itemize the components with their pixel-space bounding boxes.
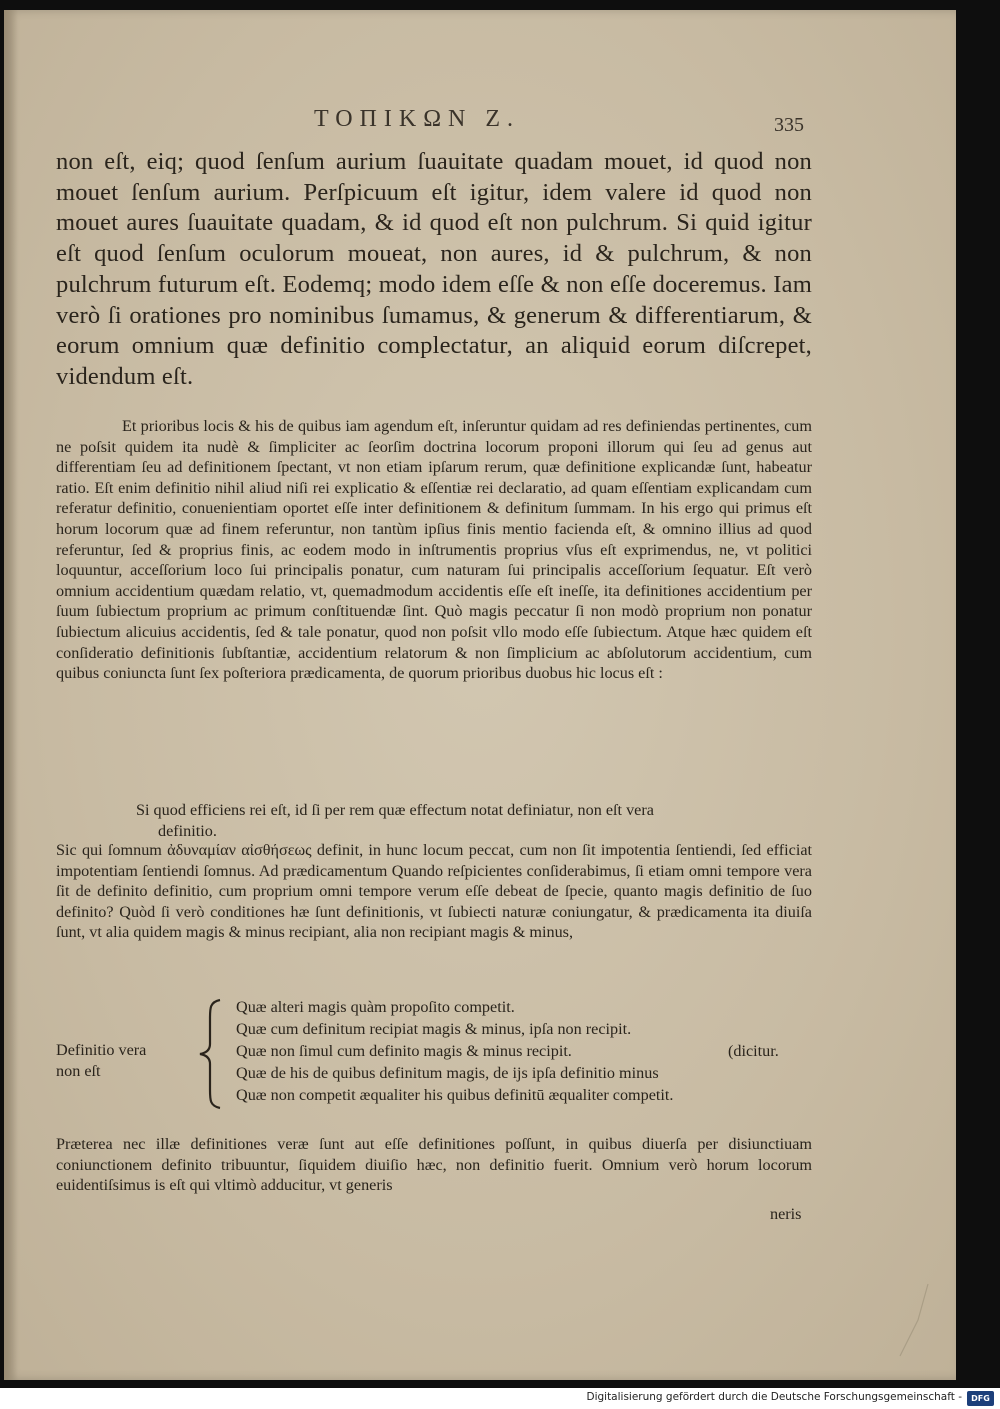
scheme-label-line-1: Definitio vera	[56, 1041, 147, 1059]
paper-crease-mark	[878, 1280, 938, 1360]
lead-paragraph	[56, 147, 812, 393]
curly-brace-icon	[196, 998, 226, 1110]
commentary-paragraph-3	[56, 1134, 812, 1196]
page-gutter	[4, 10, 18, 1380]
scheme-item	[236, 1040, 812, 1062]
dfg-logo: DFG	[967, 1391, 994, 1406]
commentary-paragraph-2	[56, 840, 812, 943]
funding-text: Digitalisierung gefördert durch die Deutsche Forschungsgemeinschaft -	[586, 1391, 962, 1403]
commentary-paragraph-1	[56, 416, 812, 684]
book-page	[4, 10, 956, 1380]
scheme-item: Quæ de his de quibus definitum magis, de ijs ipſa definitio minus	[236, 1064, 659, 1082]
rule-line-1: Si quod efficiens rei eſt, id ſi per rem quæ effectum notat definiatur, non eſt vera	[136, 801, 654, 819]
lead-text: non eſt, eiq; quod ſenſum aurium ſuauitate quadam mouet, id quod non mouet ſenſum aurium. Perſpicuum eſt igitur, idem valere id quod non mouet aures ſuauitate quadam, & id quod eſt non pulchrum. Si quid igitur eſt quod ſenſum oculorum moueat, non aures, id & pulchrum, & non pulchrum futurum eſt. Eodemq; modo idem eſſe & non eſſe doceremus. Iam verò ſi orationes pro nominibus ſumamus, & generum & differentiarum, & eorum omnium quæ definitio complectatur, an aliquid eorum diſcrepet, videndum eſt.	[56, 148, 812, 390]
commentary-text-1: Et prioribus locis & his de quibus iam agendum eſt, inſeruntur quidam ad res definiendas pertinentes, cum ne poſsit quidem ita nudè & ſimpliciter ac ſeorſim doctrina locorum proponi illorum qui ſeu ad genus aut differentiam ſeu ad definitionem ſpectant, vt non etiam ipſarum rerum, quæ definitione explicandæ ſunt, habeatur ratio. Eſt enim definitio nihil aliud niſi rei explicatio & eſſentiæ rei declaratio, ad quam eſſentiam explicandam cum referatur definitio, conuenientiam oportet eſſe inter definitionem & definitum ſummam. In his ergo qui primus eſt horum locorum quæ ad finem referuntur, non tantùm ipſius finis mentio facienda eſt, & omnino illius ad quod referuntur, ſed & proprius finis, ac eodem modo in inſtrumentis proprius vſus eſt exprimendus, ne, vt politici loquuntur, acceſſorium loco ſui principalis ponatur, cum naturam ſui principalis acceſſorium ſequatur. Eſt verò omnium accidentium quædam relatio, vt, quemadmodum accidentis eſſe eſt ineſſe, ita definitiones accidentium per ſuum ſubiectum proprium ac primum conſtituendæ ſint. Quò magis peccatur ſi non modò proprium non ponatur ſubiectum alicuius accidentis, ſed & tale ponatur, quod non poſsit vllo modo eſſe ſubiectum. Atque hæc quidem eſt conſideratio definitionis ſubſtantiæ, accidentium relatorum & non ſimplicium ac abſolutorum accidentium, cum quibus coniuncta ſunt ſex poſteriora prædicamenta, de quorum prioribus duobus hic locus eſt :	[56, 417, 812, 683]
rule-line-2: definitio.	[158, 821, 217, 840]
running-head: ΤΟΠΙΚΩΝ Ζ.	[314, 106, 521, 132]
scheme-item-text: Quæ non ſimul cum definito magis & minus recipit.	[236, 1042, 572, 1060]
page-number: 335	[774, 114, 804, 136]
scheme-item: Quæ alteri magis quàm propoſito competit.	[236, 998, 515, 1016]
definition-scheme	[56, 996, 812, 1116]
scheme-label-line-2: non eſt	[56, 1061, 101, 1080]
scheme-item: Quæ cum definitum recipiat magis & minus, ipſa non recipit.	[236, 1020, 632, 1038]
scheme-item: Quæ non competit æqualiter his quibus definitū æqualiter competit.	[236, 1086, 674, 1104]
scheme-item-note: (dicitur.	[728, 1042, 779, 1060]
rule-statement	[136, 800, 812, 841]
funding-footer	[0, 1388, 1000, 1409]
scheme-items	[236, 996, 812, 1106]
scheme-label	[56, 1040, 186, 1081]
commentary-text-3: Præterea nec illæ definitiones veræ ſunt aut eſſe definitiones poſſunt, in quibus diuerſa per disiunctiuam coniunctionem definito tribuuntur, ſiquidem diuiſio hæc, non definitio fuerit. Omnium verò horum locorum euidentiſsimus is eſt qui vltimò adducitur, vt generis	[56, 1135, 812, 1195]
catchword: neris	[770, 1205, 802, 1223]
commentary-text-2: Sic qui ſomnum ἀδυναμίαν αἰσθήσεως definit, in hunc locum peccat, cum non ſit impotentia ſentiendi, ſed efficiat impotentiam ſentiendi ſomnus. Ad prædicamentum Quando reſpicientes conſiderabimus, ſi etiam omni tempore vera ſit de definito definitio, cum proprium omni tempore verum eſſe debeat de ſpecie, quanto magis definitio de ſuo definito? Quòd ſi verò conditiones hæ ſunt definitionis, vt ſubiecti naturæ coniungatur, & prædicamenta ita diuiſa ſunt, vt alia quidem magis & minus recipiant, alia non recipiant magis & minus,	[56, 841, 812, 942]
